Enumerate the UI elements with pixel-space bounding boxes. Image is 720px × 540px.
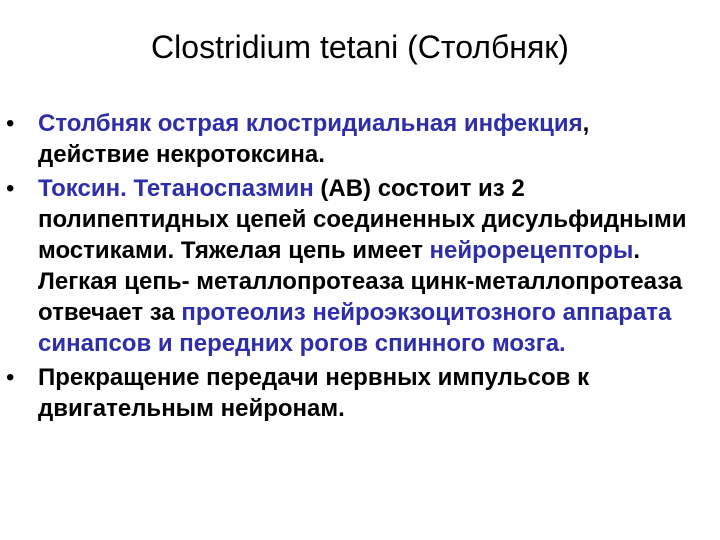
bullet-text-run: нейрорецепторы xyxy=(429,237,634,264)
bullet-item xyxy=(6,108,706,170)
bullet-text-run: Прекращение передачи нервных импульсов к двигательным нейронам. xyxy=(38,364,590,422)
bullet-text-run: , действие некротоксина. xyxy=(38,110,590,168)
bullet-dot: • xyxy=(6,364,15,391)
bullet-item xyxy=(6,362,706,424)
bullet-text-run: . Легкая цепь- металлопротеаза цинк-металлопротеаза отвечает за xyxy=(38,237,683,326)
bullet-item xyxy=(6,173,706,359)
slide-title: Clostridium tetani (Столбняк) xyxy=(151,29,569,65)
bullet-dot: • xyxy=(6,110,15,137)
bullet-text-run: протеолиз нейроэкзоцитозного аппарата синапсов и передних рогов спинного мозга. xyxy=(38,299,672,357)
bullet-text-run: Столбняк острая клостридиальная инфекция xyxy=(38,110,583,137)
bullet-dot: • xyxy=(6,175,15,202)
bullet-text-run: (АВ) состоит из 2 полипептидных цепей соединенных дисульфидными мостиками. Тяжелая цепь имеет xyxy=(38,175,687,264)
bullet-text-run: Токсин. xyxy=(38,175,134,202)
bullet-text-run: Тетаноспазмин xyxy=(133,175,314,202)
bullet-list xyxy=(6,108,706,427)
